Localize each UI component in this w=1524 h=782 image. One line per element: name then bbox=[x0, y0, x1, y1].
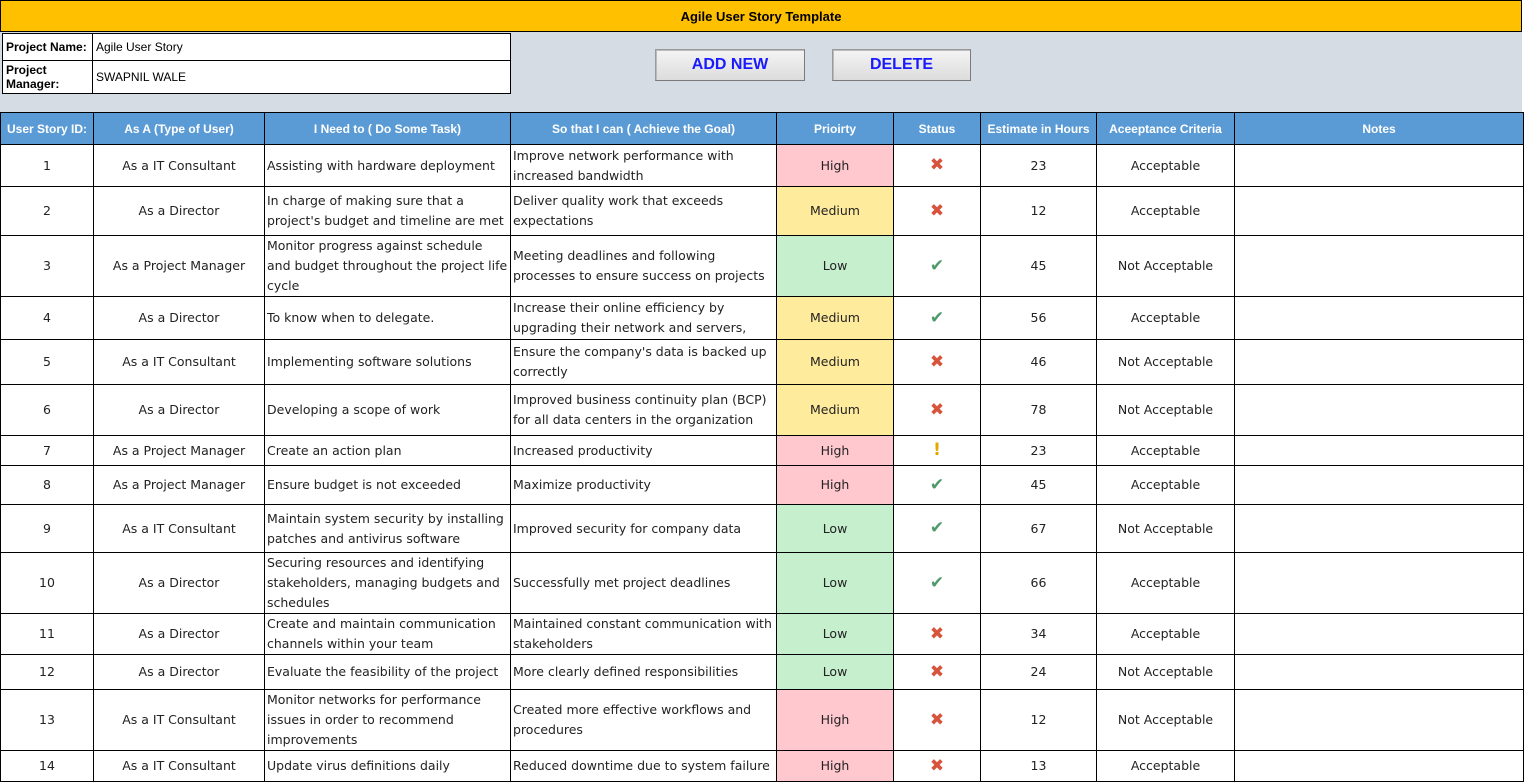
goal-cell[interactable]: Increased productivity bbox=[511, 436, 777, 466]
estimate-cell[interactable]: 12 bbox=[981, 187, 1097, 236]
notes-cell[interactable] bbox=[1235, 655, 1524, 690]
status-cell[interactable] bbox=[894, 751, 981, 782]
story-id-cell[interactable]: 6 bbox=[1, 385, 94, 436]
acceptance-cell[interactable]: Acceptable bbox=[1097, 466, 1235, 505]
acceptance-cell[interactable]: Acceptable bbox=[1097, 187, 1235, 236]
priority-cell[interactable]: Low bbox=[777, 655, 894, 690]
cross-icon: ✖ bbox=[929, 155, 945, 175]
user-type-cell[interactable]: As a Project Manager bbox=[94, 236, 265, 297]
table-row bbox=[1, 236, 1524, 297]
goal-cell[interactable]: Created more effective workflows and procedures bbox=[511, 690, 777, 751]
delete-button[interactable]: DELETE bbox=[832, 49, 971, 81]
goal-cell[interactable]: Maintained constant communication with stakeholders bbox=[511, 614, 777, 655]
task-cell[interactable]: Implementing software solutions bbox=[265, 340, 511, 385]
estimate-cell[interactable]: 66 bbox=[981, 553, 1097, 614]
goal-cell[interactable]: Improved security for company data bbox=[511, 505, 777, 553]
notes-cell[interactable] bbox=[1235, 466, 1524, 505]
task-cell[interactable]: Evaluate the feasibility of the project bbox=[265, 655, 511, 690]
status-cell[interactable] bbox=[894, 236, 981, 297]
estimate-cell[interactable]: 45 bbox=[981, 236, 1097, 297]
task-cell[interactable]: Ensure budget is not exceeded bbox=[265, 466, 511, 505]
user-type-cell[interactable]: As a IT Consultant bbox=[94, 690, 265, 751]
priority-cell[interactable]: Medium bbox=[777, 187, 894, 236]
estimate-cell[interactable]: 13 bbox=[981, 751, 1097, 782]
story-id-cell[interactable]: 5 bbox=[1, 340, 94, 385]
acceptance-cell[interactable]: Not Acceptable bbox=[1097, 655, 1235, 690]
status-cell[interactable] bbox=[894, 145, 981, 187]
table-row bbox=[1, 340, 1524, 385]
task-cell[interactable]: Create an action plan bbox=[265, 436, 511, 466]
acceptance-cell[interactable]: Acceptable bbox=[1097, 614, 1235, 655]
user-type-cell[interactable]: As a Director bbox=[94, 655, 265, 690]
acceptance-cell[interactable]: Acceptable bbox=[1097, 145, 1235, 187]
cross-icon: ✖ bbox=[929, 623, 945, 644]
priority-cell[interactable]: Low bbox=[777, 614, 894, 655]
table-row bbox=[1, 385, 1524, 436]
story-id-cell[interactable]: 12 bbox=[1, 655, 94, 690]
table-row bbox=[1, 297, 1524, 340]
story-id-cell[interactable]: 1 bbox=[1, 145, 94, 187]
sheet-title: Agile User Story Template bbox=[0, 0, 1522, 32]
user-type-cell[interactable]: As a Director bbox=[94, 187, 265, 236]
priority-cell[interactable]: Medium bbox=[777, 297, 894, 340]
goal-cell[interactable]: Increase their online efficiency by upgrading their network and servers, bbox=[511, 297, 777, 340]
acceptance-cell[interactable]: Not Acceptable bbox=[1097, 236, 1235, 297]
task-cell[interactable]: Maintain system security by installing patches and antivirus software bbox=[265, 505, 511, 553]
goal-cell[interactable]: Maximize productivity bbox=[511, 466, 777, 505]
user-type-cell[interactable]: As a Director bbox=[94, 385, 265, 436]
table-row bbox=[1, 690, 1524, 751]
col-header-status[interactable]: Status bbox=[894, 113, 981, 145]
story-id-cell[interactable]: 14 bbox=[1, 751, 94, 782]
story-id-cell[interactable]: 9 bbox=[1, 505, 94, 553]
priority-cell[interactable]: High bbox=[777, 690, 894, 751]
table-row bbox=[1, 466, 1524, 505]
col-header-task[interactable]: I Need to ( Do Some Task) bbox=[265, 113, 511, 145]
col-header-estimate[interactable]: Estimate in Hours bbox=[981, 113, 1097, 145]
col-header-priority[interactable]: Prioirty bbox=[777, 113, 894, 145]
user-type-cell[interactable]: As a Director bbox=[94, 553, 265, 614]
task-cell[interactable]: Monitor networks for performance issues in order to recommend improvements bbox=[265, 690, 511, 751]
story-id-cell[interactable]: 10 bbox=[1, 553, 94, 614]
estimate-cell[interactable]: 23 bbox=[981, 145, 1097, 187]
check-icon: ✔ bbox=[929, 572, 945, 593]
story-id-cell[interactable]: 13 bbox=[1, 690, 94, 751]
priority-cell[interactable]: High bbox=[777, 436, 894, 466]
table-header-row bbox=[1, 113, 1524, 145]
goal-cell[interactable]: Reduced downtime due to system failure bbox=[511, 751, 777, 782]
estimate-cell[interactable]: 78 bbox=[981, 385, 1097, 436]
priority-cell[interactable]: High bbox=[777, 145, 894, 187]
goal-cell[interactable]: Ensure the company's data is backed up correctly bbox=[511, 340, 777, 385]
cross-icon: ✖ bbox=[929, 661, 945, 682]
task-cell[interactable]: Create and maintain communication channels within your team bbox=[265, 614, 511, 655]
goal-cell[interactable]: Improved business continuity plan (BCP) for all data centers in the organization bbox=[511, 385, 777, 436]
notes-cell[interactable] bbox=[1235, 145, 1524, 187]
table-row bbox=[1, 187, 1524, 236]
cross-icon: ✖ bbox=[929, 351, 945, 372]
table-row bbox=[1, 145, 1524, 187]
project-info-table bbox=[2, 33, 511, 94]
story-id-cell[interactable]: 2 bbox=[1, 187, 94, 236]
status-cell[interactable] bbox=[894, 553, 981, 614]
notes-cell[interactable] bbox=[1235, 614, 1524, 655]
cross-icon: ✖ bbox=[929, 755, 945, 776]
status-cell[interactable] bbox=[894, 655, 981, 690]
acceptance-cell[interactable]: Acceptable bbox=[1097, 553, 1235, 614]
notes-cell[interactable] bbox=[1235, 553, 1524, 614]
estimate-cell[interactable]: 46 bbox=[981, 340, 1097, 385]
status-cell[interactable] bbox=[894, 297, 981, 340]
task-cell[interactable]: Developing a scope of work bbox=[265, 385, 511, 436]
user-type-cell[interactable]: As a Director bbox=[94, 614, 265, 655]
notes-cell[interactable] bbox=[1235, 436, 1524, 466]
table-body bbox=[1, 145, 1524, 782]
user-type-cell[interactable]: As a Director bbox=[94, 297, 265, 340]
table-row bbox=[1, 614, 1524, 655]
status-cell[interactable] bbox=[894, 690, 981, 751]
acceptance-cell[interactable]: Not Acceptable bbox=[1097, 505, 1235, 553]
acceptance-cell[interactable]: Not Acceptable bbox=[1097, 690, 1235, 751]
story-id-cell[interactable]: 3 bbox=[1, 236, 94, 297]
notes-cell[interactable] bbox=[1235, 187, 1524, 236]
table-row bbox=[1, 655, 1524, 690]
status-cell[interactable] bbox=[894, 187, 981, 236]
story-id-cell[interactable]: 7 bbox=[1, 436, 94, 466]
goal-cell[interactable]: Successfully met project deadlines bbox=[511, 553, 777, 614]
notes-cell[interactable] bbox=[1235, 297, 1524, 340]
estimate-cell[interactable]: 23 bbox=[981, 436, 1097, 466]
task-cell[interactable]: Securing resources and identifying stakeholders, managing budgets and schedules bbox=[265, 553, 511, 614]
goal-cell[interactable]: Meeting deadlines and following processes to ensure success on projects bbox=[511, 236, 777, 297]
user-type-cell[interactable]: As a Project Manager bbox=[94, 436, 265, 466]
task-cell[interactable]: Update virus definitions daily bbox=[265, 751, 511, 782]
notes-cell[interactable] bbox=[1235, 505, 1524, 553]
table-row bbox=[1, 553, 1524, 614]
cross-icon: ✖ bbox=[929, 709, 945, 730]
story-id-cell[interactable]: 8 bbox=[1, 466, 94, 505]
estimate-cell[interactable]: 24 bbox=[981, 655, 1097, 690]
goal-cell[interactable]: Deliver quality work that exceeds expectations bbox=[511, 187, 777, 236]
status-cell[interactable] bbox=[894, 436, 981, 466]
status-cell[interactable] bbox=[894, 505, 981, 553]
col-header-user-type[interactable]: As A (Type of User) bbox=[94, 113, 265, 145]
acceptance-cell[interactable]: Not Acceptable bbox=[1097, 385, 1235, 436]
user-story-table bbox=[0, 112, 1524, 782]
notes-cell[interactable] bbox=[1235, 385, 1524, 436]
acceptance-cell[interactable]: Not Acceptable bbox=[1097, 340, 1235, 385]
estimate-cell[interactable]: 34 bbox=[981, 614, 1097, 655]
table-row bbox=[1, 436, 1524, 466]
table-row bbox=[1, 505, 1524, 553]
acceptance-cell[interactable]: Acceptable bbox=[1097, 751, 1235, 782]
story-id-cell[interactable]: 4 bbox=[1, 297, 94, 340]
notes-cell[interactable] bbox=[1235, 340, 1524, 385]
acceptance-cell[interactable]: Acceptable bbox=[1097, 297, 1235, 340]
estimate-cell[interactable]: 67 bbox=[981, 505, 1097, 553]
user-type-cell[interactable]: As a IT Consultant bbox=[94, 145, 265, 187]
priority-cell[interactable]: Low bbox=[777, 553, 894, 614]
col-header-goal[interactable]: So that I can ( Achieve the Goal) bbox=[511, 113, 777, 145]
project-name-value[interactable]: Agile User Story bbox=[93, 34, 511, 61]
notes-cell[interactable] bbox=[1235, 751, 1524, 782]
col-header-notes[interactable]: Notes bbox=[1235, 113, 1524, 145]
estimate-cell[interactable]: 56 bbox=[981, 297, 1097, 340]
priority-cell[interactable]: Low bbox=[777, 236, 894, 297]
project-manager-value[interactable]: SWAPNIL WALE bbox=[93, 61, 511, 94]
cross-icon: ✖ bbox=[929, 200, 945, 221]
acceptance-cell[interactable]: Acceptable bbox=[1097, 436, 1235, 466]
check-icon: ✔ bbox=[929, 518, 945, 538]
project-info-area bbox=[0, 32, 1522, 113]
add-new-button[interactable]: ADD NEW bbox=[655, 49, 805, 81]
col-header-story-id[interactable]: User Story ID: bbox=[1, 113, 94, 145]
priority-cell[interactable]: Medium bbox=[777, 340, 894, 385]
goal-cell[interactable]: Improve network performance with increased bandwidth bbox=[511, 145, 777, 187]
estimate-cell[interactable]: 45 bbox=[981, 466, 1097, 505]
priority-cell[interactable]: High bbox=[777, 466, 894, 505]
task-cell[interactable]: In charge of making sure that a project's budget and timeline are met bbox=[265, 187, 511, 236]
check-icon: ✔ bbox=[929, 255, 945, 276]
notes-cell[interactable] bbox=[1235, 236, 1524, 297]
check-icon: ✔ bbox=[929, 307, 945, 328]
status-cell[interactable] bbox=[894, 340, 981, 385]
project-manager-label: Project Manager: bbox=[3, 61, 93, 94]
user-type-cell[interactable]: As a IT Consultant bbox=[94, 340, 265, 385]
status-cell[interactable] bbox=[894, 466, 981, 505]
table-row bbox=[1, 751, 1524, 782]
task-cell[interactable]: Assisting with hardware deployment bbox=[265, 145, 511, 187]
task-cell[interactable]: To know when to delegate. bbox=[265, 297, 511, 340]
status-cell[interactable] bbox=[894, 385, 981, 436]
cross-icon: ✖ bbox=[929, 399, 945, 420]
goal-cell[interactable]: More clearly defined responsibilities bbox=[511, 655, 777, 690]
col-header-acceptance[interactable]: Aceeptance Criteria bbox=[1097, 113, 1235, 145]
user-type-cell[interactable]: As a IT Consultant bbox=[94, 751, 265, 782]
status-cell[interactable] bbox=[894, 614, 981, 655]
check-icon: ✔ bbox=[929, 474, 945, 495]
story-id-cell[interactable]: 11 bbox=[1, 614, 94, 655]
estimate-cell[interactable]: 12 bbox=[981, 690, 1097, 751]
notes-cell[interactable] bbox=[1235, 690, 1524, 751]
priority-cell[interactable]: Low bbox=[777, 505, 894, 553]
task-cell[interactable]: Monitor progress against schedule and budget throughout the project life cycle bbox=[265, 236, 511, 297]
exclamation-icon: ! bbox=[933, 440, 941, 460]
priority-cell[interactable]: High bbox=[777, 751, 894, 782]
project-name-label: Project Name: bbox=[3, 34, 93, 61]
priority-cell[interactable]: Medium bbox=[777, 385, 894, 436]
user-type-cell[interactable]: As a IT Consultant bbox=[94, 505, 265, 553]
user-type-cell[interactable]: As a Project Manager bbox=[94, 466, 265, 505]
